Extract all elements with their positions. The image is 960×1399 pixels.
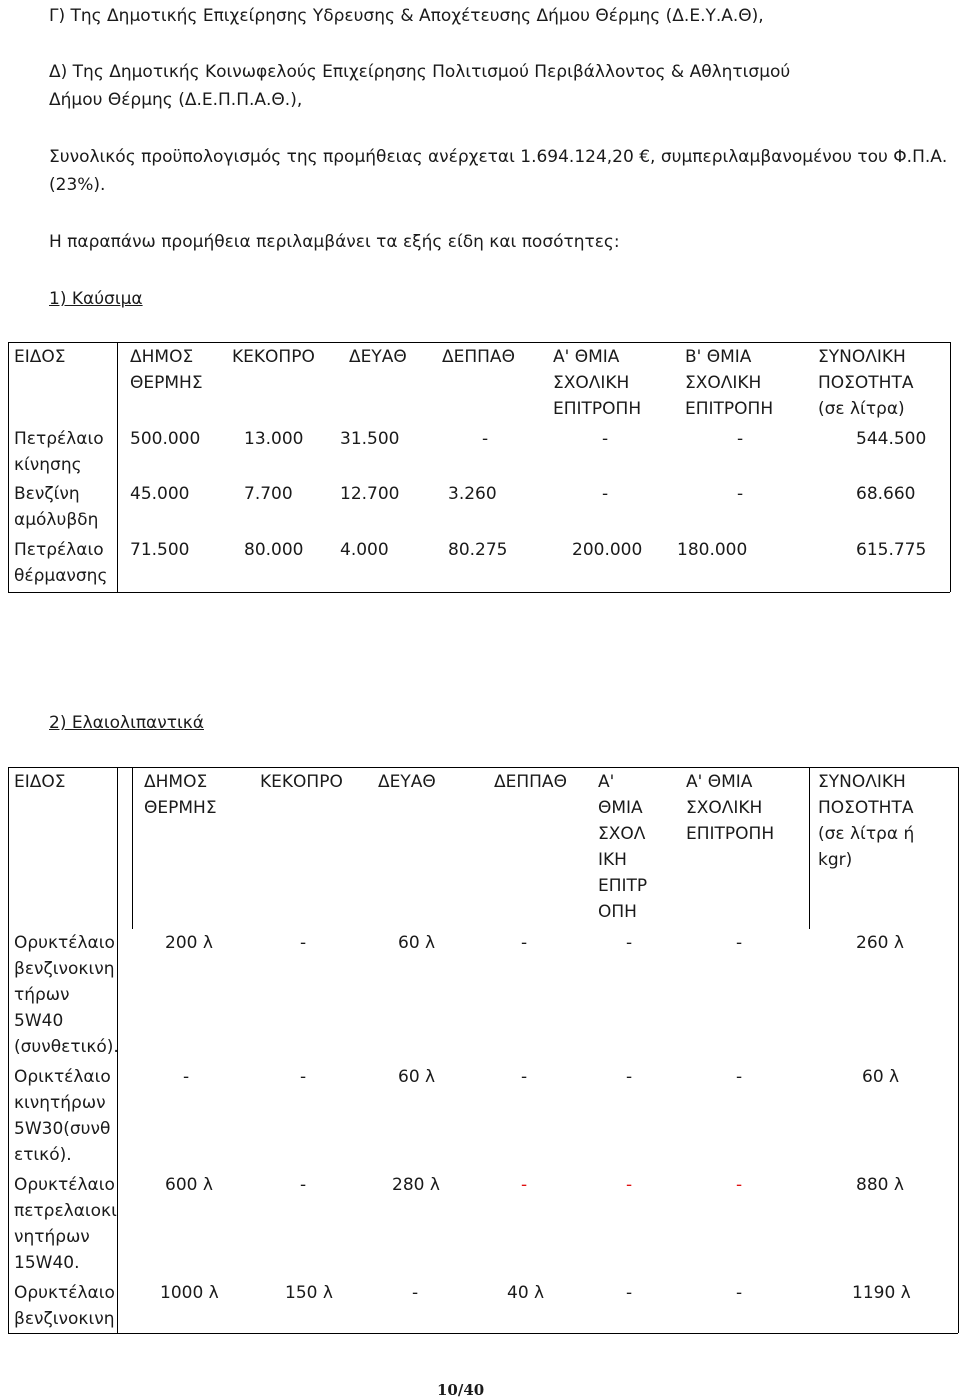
intro-line-5: (23%). xyxy=(49,175,106,195)
intro-line-1: Γ) Της Δημοτικής Επιχείρησης Υδρευσης & Αποχέτευσης Δήμου Θέρμης (Δ.Ε.Υ.Α.Θ), xyxy=(49,6,764,26)
table-cell-value: - xyxy=(626,933,633,953)
table-cell-value: 500.000 xyxy=(130,429,201,449)
column-header: ΔΕΠΠΑΘ xyxy=(494,772,567,792)
table-cell-value: 80.000 xyxy=(244,540,304,560)
column-header: ΟΠΗ xyxy=(598,902,637,922)
column-header: ΕΙΔΟΣ xyxy=(14,347,66,367)
row-item-label: βενζινοκινη xyxy=(14,1309,115,1329)
table-cell-value: - xyxy=(412,1283,419,1303)
table-cell-value: 60 λ xyxy=(862,1067,900,1087)
table-border-v xyxy=(117,342,118,592)
row-item-label: Πετρέλαιο xyxy=(14,429,104,449)
table-cell-value: 880 λ xyxy=(856,1175,904,1195)
row-item-label: τήρων xyxy=(14,985,70,1005)
table-cell-value: 60 λ xyxy=(398,1067,436,1087)
row-item-label: Ορυκτέλαιο xyxy=(14,933,115,953)
column-header: (σε λίτρα ή xyxy=(818,824,915,844)
table-cell-value: 150 λ xyxy=(285,1283,333,1303)
table-cell-value: - xyxy=(521,1067,528,1087)
column-header: Α' xyxy=(598,772,615,792)
column-header: ΔΕΥΑΘ xyxy=(378,772,436,792)
table-border-h xyxy=(8,342,950,343)
table-cell-value: 68.660 xyxy=(856,484,916,504)
column-header: ΚΕΚΟΠΡΟ xyxy=(260,772,343,792)
table-cell-value: - xyxy=(300,933,307,953)
column-header: ΣΧΟΛΙΚΗ xyxy=(686,798,763,818)
table-cell-value: 12.700 xyxy=(340,484,400,504)
table-cell-value: 13.000 xyxy=(244,429,304,449)
row-item-label: Ορυκτέλαιο xyxy=(14,1175,115,1195)
table-cell-value: 80.275 xyxy=(448,540,508,560)
table-cell-value: - xyxy=(521,1175,528,1195)
table-cell-value: 1000 λ xyxy=(160,1283,219,1303)
table-cell-value: 3.260 xyxy=(448,484,497,504)
intro-line-6: Η παραπάνω προμήθεια περιλαμβάνει τα εξής είδη και ποσότητες: xyxy=(49,232,620,252)
row-item-label: 5W30(συνθ xyxy=(14,1119,111,1139)
table-cell-value: - xyxy=(737,484,744,504)
table-border-h xyxy=(8,767,958,768)
intro-line-4: Συνολικός προϋπολογισμός της προμήθειας ανέρχεται 1.694.124,20 €, συμπεριλαμβανομένου του Φ.Π.Α. xyxy=(49,147,948,167)
table-cell-value: - xyxy=(736,1175,743,1195)
table-cell-value: 200.000 xyxy=(572,540,643,560)
column-header: ΣΧΟΛΙΚΗ xyxy=(553,373,630,393)
table-border-h xyxy=(8,1333,958,1334)
column-header: ΕΠΙΤΡΟΠΗ xyxy=(685,399,774,419)
page-number: 10/40 xyxy=(437,1381,485,1399)
table-cell-value: - xyxy=(482,429,489,449)
column-header: ΔΕΥΑΘ xyxy=(349,347,407,367)
table-cell-value: 71.500 xyxy=(130,540,190,560)
row-item-label: νητήρων xyxy=(14,1227,90,1247)
column-header: Α' ΘΜΙΑ xyxy=(686,772,753,792)
column-header: ΘΜΙΑ xyxy=(598,798,643,818)
table-border-v xyxy=(8,767,9,1333)
table-border-v xyxy=(958,767,959,1333)
table-border-h xyxy=(8,592,950,593)
table-cell-value: - xyxy=(736,1067,743,1087)
row-item-label: βενζινοκινη xyxy=(14,959,115,979)
table-cell-value: 280 λ xyxy=(392,1175,440,1195)
column-header: ΔΗΜΟΣ xyxy=(130,347,194,367)
column-header: Α' ΘΜΙΑ xyxy=(553,347,620,367)
table-cell-value: 200 λ xyxy=(165,933,213,953)
table-cell-value: 180.000 xyxy=(677,540,748,560)
column-header: ΕΙΔΟΣ xyxy=(14,772,66,792)
table-cell-value: 544.500 xyxy=(856,429,927,449)
row-item-label: Βενζίνη xyxy=(14,484,80,504)
row-item-label: αμόλυβδη xyxy=(14,510,99,530)
table-cell-value: - xyxy=(602,484,609,504)
row-item-label: Πετρέλαιο xyxy=(14,540,104,560)
section-2-title: 2) Ελαιολιπαντικά xyxy=(49,713,204,733)
table-cell-value: 615.775 xyxy=(856,540,927,560)
table-border-v xyxy=(950,342,951,592)
table-cell-value: - xyxy=(626,1175,633,1195)
column-header: kgr) xyxy=(818,850,853,870)
column-header: ΚΕΚΟΠΡΟ xyxy=(232,347,315,367)
section-1-title: 1) Καύσιμα xyxy=(49,289,143,309)
column-header: Β' ΘΜΙΑ xyxy=(685,347,752,367)
row-item-label: ετικό). xyxy=(14,1145,72,1165)
row-item-label: 15W40. xyxy=(14,1253,80,1273)
column-header: ΕΠΙΤΡΟΠΗ xyxy=(686,824,775,844)
table-cell-value: - xyxy=(183,1067,190,1087)
intro-line-3: Δήμου Θέρμης (Δ.Ε.Π.Π.Α.Θ.), xyxy=(49,90,303,110)
column-header: ΠΟΣΟΤΗΤΑ xyxy=(818,373,914,393)
table-cell-value: 4.000 xyxy=(340,540,389,560)
column-header: ΕΠΙΤΡΟΠΗ xyxy=(553,399,642,419)
table-cell-value: 7.700 xyxy=(244,484,293,504)
row-item-label: θέρμανσης xyxy=(14,566,108,586)
column-header: ΘΕΡΜΗΣ xyxy=(144,798,217,818)
table-cell-value: - xyxy=(626,1067,633,1087)
column-header: ΣΧΟΛ xyxy=(598,824,646,844)
table-cell-value: - xyxy=(300,1175,307,1195)
intro-line-2: Δ) Της Δημοτικής Κοινωφελούς Επιχείρησης Πολιτισμού Περιβάλλοντος & Αθλητισμού xyxy=(49,62,791,82)
column-header: ΣΥΝΟΛΙΚΗ xyxy=(818,772,906,792)
table-cell-value: - xyxy=(736,1283,743,1303)
row-item-label: (συνθετικό). xyxy=(14,1037,119,1057)
row-item-label: πετρελαιοκι xyxy=(14,1201,117,1221)
column-header: ΠΟΣΟΤΗΤΑ xyxy=(818,798,914,818)
row-item-label: 5W40 xyxy=(14,1011,64,1031)
table-cell-value: - xyxy=(737,429,744,449)
column-header: ΘΕΡΜΗΣ xyxy=(130,373,203,393)
table-cell-value: 60 λ xyxy=(398,933,436,953)
table-cell-value: 31.500 xyxy=(340,429,400,449)
column-header: ΔΗΜΟΣ xyxy=(144,772,208,792)
column-header: ΔΕΠΠΑΘ xyxy=(442,347,515,367)
table-cell-value: - xyxy=(521,933,528,953)
table-cell-value: 45.000 xyxy=(130,484,190,504)
table-cell-value: 260 λ xyxy=(856,933,904,953)
column-header: ΣΥΝΟΛΙΚΗ xyxy=(818,347,906,367)
table-cell-value: - xyxy=(736,933,743,953)
row-item-label: Ορικτέλαιο xyxy=(14,1067,111,1087)
table-border-v xyxy=(809,767,810,929)
table-border-v xyxy=(132,767,133,929)
table-cell-value: - xyxy=(300,1067,307,1087)
row-item-label: κίνησης xyxy=(14,455,82,475)
table-cell-value: - xyxy=(602,429,609,449)
table-border-v xyxy=(8,342,9,592)
row-item-label: Ορυκτέλαιο xyxy=(14,1283,115,1303)
column-header: ΣΧΟΛΙΚΗ xyxy=(685,373,762,393)
row-item-label: κινητήρων xyxy=(14,1093,106,1113)
column-header: (σε λίτρα) xyxy=(818,399,905,419)
table-cell-value: 40 λ xyxy=(507,1283,545,1303)
column-header: ΙΚΗ xyxy=(598,850,627,870)
table-cell-value: 600 λ xyxy=(165,1175,213,1195)
table-cell-value: 1190 λ xyxy=(852,1283,911,1303)
table-cell-value: - xyxy=(626,1283,633,1303)
column-header: ΕΠΙΤΡ xyxy=(598,876,648,896)
